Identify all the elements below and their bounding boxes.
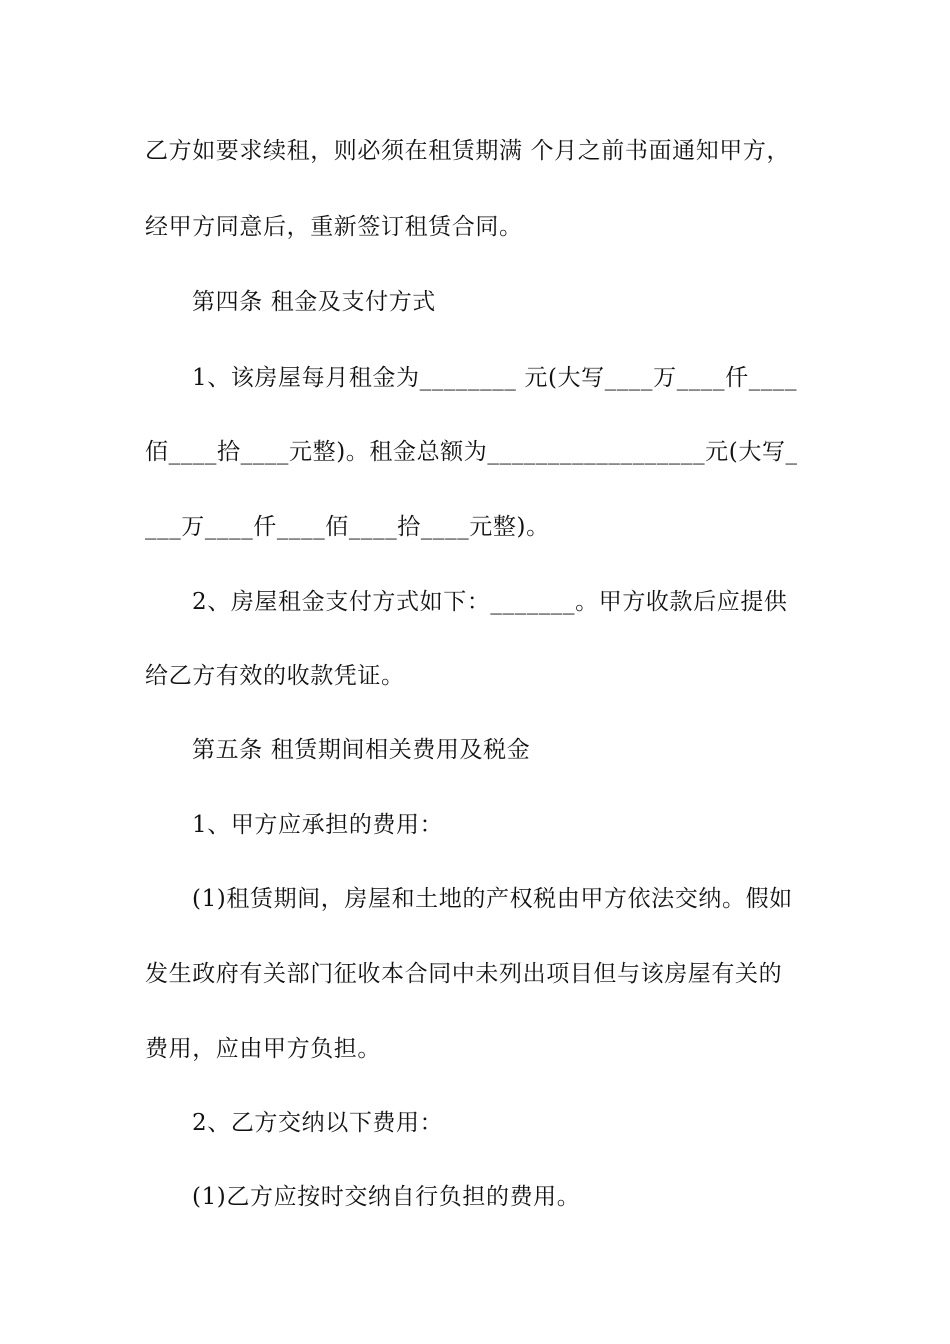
paragraph-line: 经甲方同意后，重新签订租赁合同。 xyxy=(145,214,523,240)
paragraph-line: (1)租赁期间，房屋和土地的产权税由甲方依法交纳。假如 xyxy=(192,886,793,912)
paragraph-line: 2、乙方交纳以下费用： xyxy=(192,1110,444,1136)
paragraph-line: 2、房屋租金支付方式如下：_______。甲方收款后应提供 xyxy=(192,589,788,615)
paragraph-line: 给乙方有效的收款凭证。 xyxy=(145,663,405,689)
paragraph-line: 佰____拾____元整)。租金总额为__________________元(大写_ xyxy=(145,439,798,465)
article-heading: 第五条 租赁期间相关费用及税金 xyxy=(192,737,531,763)
article-heading: 第四条 租金及支付方式 xyxy=(192,289,436,315)
paragraph-line: 1、该房屋每月租金为________ 元(大写____万____仟____ xyxy=(192,365,798,391)
paragraph-line: 费用，应由甲方负担。 xyxy=(145,1036,381,1062)
paragraph-line: 发生政府有关部门征收本合同中未列出项目但与该房屋有关的 xyxy=(145,961,783,987)
paragraph-line: (1)乙方应按时交纳自行负担的费用。 xyxy=(192,1184,581,1210)
paragraph-line: ___万____仟____佰____拾____元整)。 xyxy=(145,514,550,540)
paragraph-line: 1、甲方应承担的费用： xyxy=(192,812,444,838)
paragraph-line: 乙方如要求续租，则必须在租赁期满 个月之前书面通知甲方， xyxy=(145,138,791,164)
